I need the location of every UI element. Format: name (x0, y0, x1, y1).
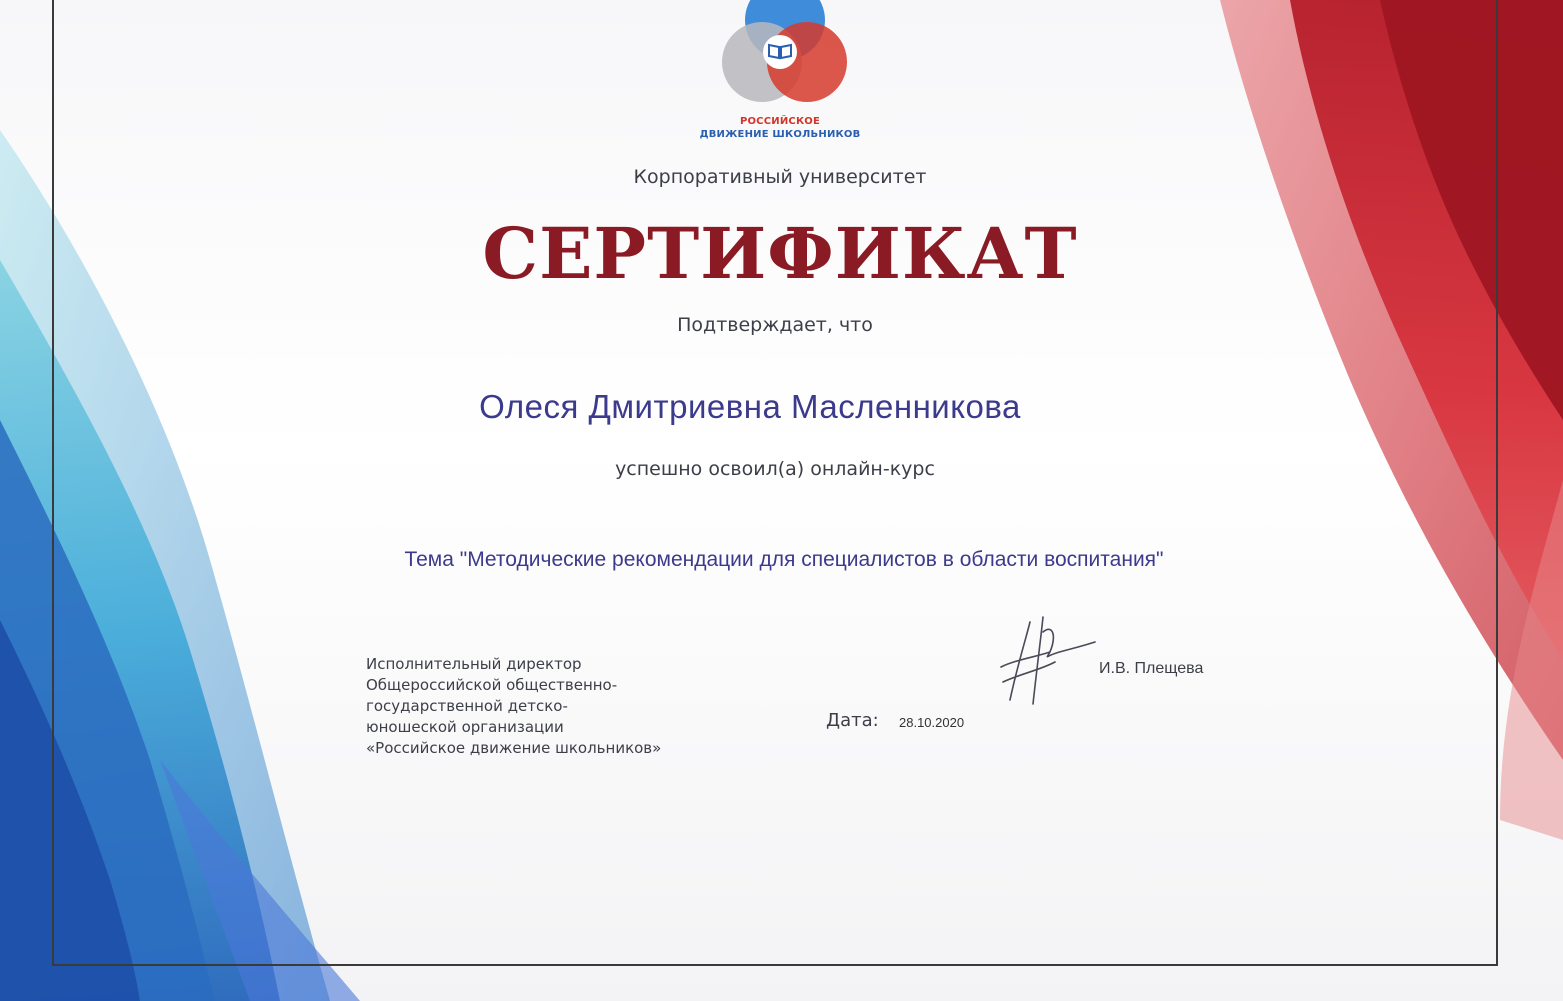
director-line: Исполнительный директор (366, 655, 582, 673)
director-line: «Российское движение школьников» (366, 739, 662, 757)
director-line: юношеской организации (366, 718, 564, 736)
date-value: 28.10.2020 (899, 715, 965, 730)
logo-line-2: ДВИЖЕНИЕ ШКОЛЬНИКОВ (699, 129, 861, 140)
course-topic: Тема "Методические рекомендации для специалистов в области воспитания" (404, 548, 1164, 571)
completed-text: успешно освоил(а) онлайн-курс (615, 458, 935, 480)
logo-wordmark (690, 115, 870, 141)
director-line: государственной детско- (366, 697, 568, 715)
director-line: Общероссийской общественно- (366, 676, 618, 694)
organization-name: Корпоративный университет (633, 166, 927, 188)
confirms-text: Подтверждает, что (677, 314, 873, 336)
signer-name: И.В. Плещева (1099, 660, 1204, 677)
director-title (366, 654, 686, 759)
handwritten-signature (995, 612, 1105, 712)
certificate-title: СЕРТИФИКАТ (482, 212, 1078, 295)
recipient-name: Олеся Дмитриевна Масленникова (479, 388, 1021, 425)
date-label: Дата: (826, 710, 879, 731)
logo-line-1: РОССИЙСКОЕ (739, 116, 821, 127)
